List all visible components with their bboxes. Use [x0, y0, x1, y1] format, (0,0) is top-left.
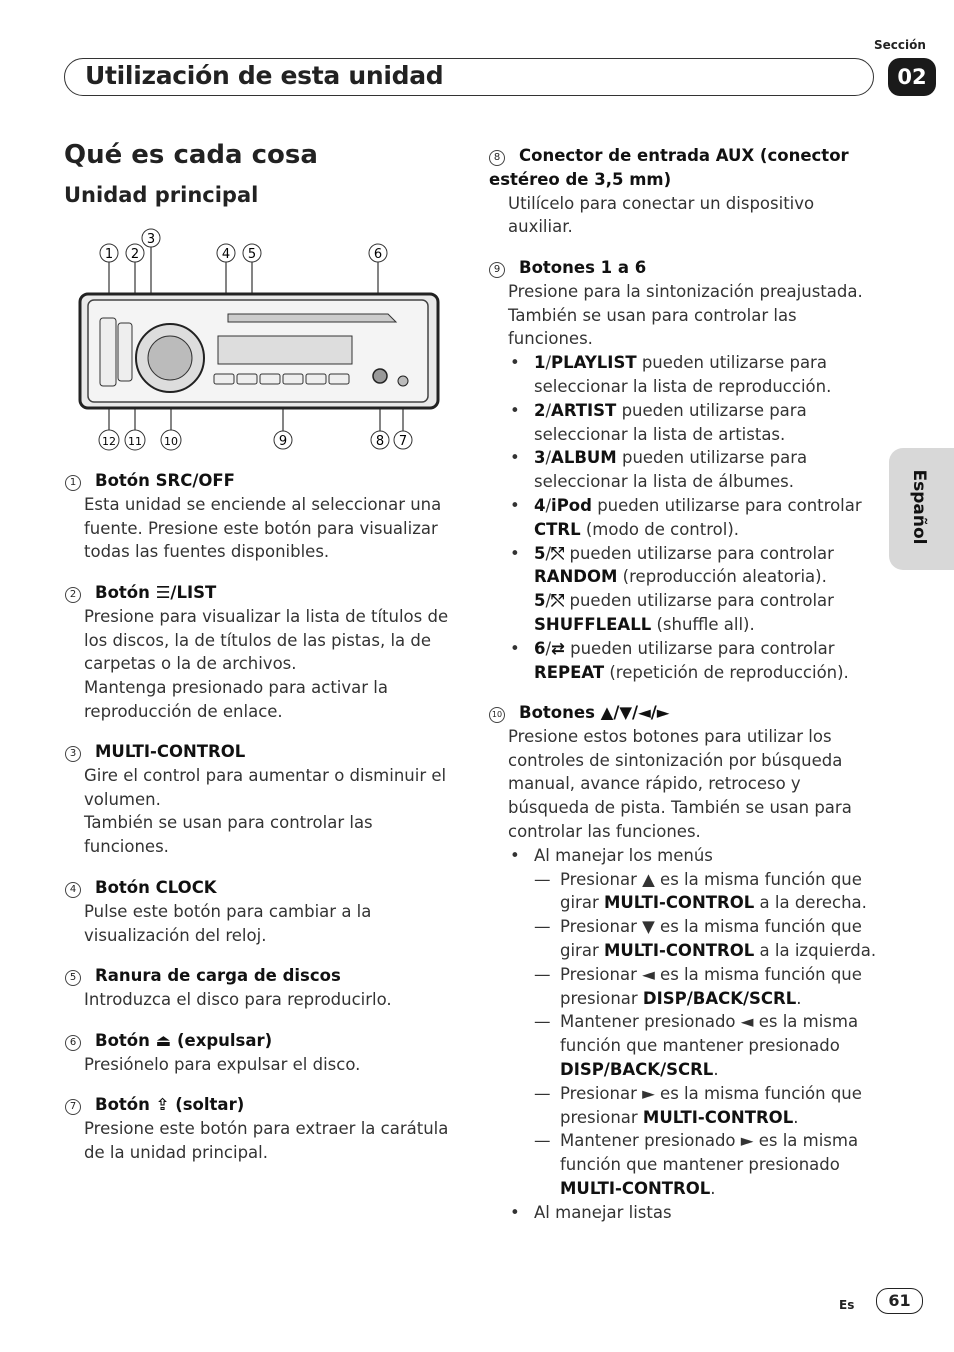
item-title: Ranura de carga de discos [95, 966, 341, 985]
callout-3: 3 [146, 232, 156, 247]
list-item: — Presionar ► es la misma función que presionar MULTI-CONTROL. [534, 1082, 879, 1130]
list-item: • 6/⇄ pueden utilizarse para controlar REPEAT (repetición de reproducción). [508, 637, 879, 685]
page-number: 61 [876, 1288, 923, 1314]
list-item: • 2/ARTIST pueden utilizarse para seleccionar la lista de artistas. [508, 399, 879, 447]
item-body: Esta unidad se enciende al seleccionar una fuente. Presione este botón para visualizar todas las fuentes disponibles. [84, 494, 442, 562]
item-3: 3 MULTI-CONTROL Gire el control para aumentar o disminuir el volumen. También se usan para controlar las funciones. [65, 740, 455, 859]
callout-12: 12 [102, 435, 116, 448]
item-10: 10 Botones ▲/▼/◄/► Presione estos botones para utilizar los controles de sintonización por búsqueda manual, avance rápido, retroceso y búsqueda de pista. También se usan para controlar las funciones. • Al manejar los menús — Presionar ▲ es la misma función que girar MULTI-CONTROL a la derecha. — Presionar ▼ es la misma función que girar MULTI-CONTROL a la izquierda. — Presionar ◄ es la misma función que presionar DISP/BACK/SCRL. — Mantener presionado ◄ es la misma función que mantener presionado DISP/BACK/SCRL. — Presionar ► es la misma función que presionar MULTI-CONTROL. — Mantener presionado ► es la misma función que mantener presionado MULTI-CONTROL. • Al manejar listas [489, 701, 879, 1225]
item-title: Botón ⏏ (expulsar) [95, 1031, 273, 1050]
item-title: Botones ▲/▼/◄/► [519, 703, 670, 722]
item-6: 6 Botón ⏏ (expulsar) Presiónelo para expulsar el disco. [65, 1029, 455, 1077]
item-body: Gire el control para aumentar o disminuir el volumen. [84, 765, 447, 809]
page-header-title: Utilización de esta unidad [85, 61, 444, 90]
item-body: Presiónelo para expulsar el disco. [84, 1054, 361, 1074]
item-body: Mantenga presionado para activar la reproducción de enlace. [84, 678, 388, 721]
item-1: 1 Botón SRC/OFF Esta unidad se enciende al seleccionar una fuente. Presione este botón para visualizar todas las fuentes disponibles. [65, 469, 455, 564]
item-body: Presione para la sintonización preajustada. También se usan para controlar las funciones. [508, 281, 863, 349]
arrow-function-list [508, 844, 879, 1225]
list-item: — Presionar ▼ es la misma función que girar MULTI-CONTROL a la izquierda. [534, 915, 879, 963]
callout-8: 8 [375, 434, 385, 449]
language-tab-label: Español [909, 469, 929, 545]
list-item: — Mantener presionado ► es la misma función que mantener presionado MULTI-CONTROL. [534, 1129, 879, 1200]
item-title: Botones 1 a 6 [519, 258, 647, 277]
callout-1: 1 [104, 247, 114, 262]
random-icon: ⤲ [551, 543, 565, 563]
list-item: • Al manejar listas [508, 1201, 879, 1225]
item-body: Presione este botón para extraer la carátula de la unidad principal. [84, 1118, 449, 1162]
section-label: Sección [874, 38, 926, 52]
item-title: MULTI-CONTROL [95, 742, 246, 761]
item-title: Botón CLOCK [95, 878, 217, 897]
callout-9: 9 [278, 434, 288, 449]
section-subtitle: Unidad principal [64, 183, 259, 207]
list-item: — Mantener presionado ◄ es la misma función que mantener presionado DISP/BACK/SCRL. [534, 1010, 879, 1081]
callout-7: 7 [398, 434, 408, 449]
shuffle-icon: ⤲ [551, 591, 565, 611]
item-7: 7 Botón ⇪ (soltar) Presione este botón para extraer la carátula de la unidad principal. [65, 1093, 455, 1164]
list-item: • 3/ALBUM pueden utilizarse para seleccionar la lista de álbumes. [508, 446, 879, 494]
repeat-icon: ⇄ [551, 638, 565, 658]
item-2: 2 Botón ☰/LIST Presione para visualizar la lista de títulos de los discos, la de títulos de las pistas, la de carpetas o la de archivos. Mantenga presionado para activar la reproducción de enlace. [65, 581, 455, 724]
list-item: • Al manejar los menús — Presionar ▲ es la misma función que girar MULTI-CONTROL a la derecha. — Presionar ▼ es la misma función que girar MULTI-CONTROL a la izquierda. — Presionar ◄ es la misma función que presionar DISP/BACK/SCRL. — Mantener presionado ◄ es la misma función que mantener presionado DISP/BACK/SCRL. — Presionar ► es la misma función que presionar MULTI-CONTROL. — Mantener presionado ► es la misma función que mantener presionado MULTI-CONTROL. [508, 844, 879, 1201]
list-item: • 5/⤲ pueden utilizarse para controlar RANDOM (reproducción aleatoria). 5/⤲ pueden utilizarse para controlar SHUFFLEALL (shuffle all). [508, 542, 879, 637]
callout-4: 4 [221, 247, 231, 262]
callout-2: 2 [130, 247, 140, 262]
list-item: — Presionar ▲ es la misma función que girar MULTI-CONTROL a la derecha. [534, 868, 879, 916]
head-unit-figure [78, 228, 440, 460]
list-item: • 4/iPod pueden utilizarse para controlar CTRL (modo de control). [508, 494, 879, 542]
item-title: Botón ⇪ (soltar) [95, 1095, 245, 1114]
callout-5: 5 [247, 247, 257, 262]
head-unit-illustration [78, 228, 440, 460]
list-item: • 1/PLAYLIST pueden utilizarse para seleccionar la lista de reproducción. [508, 351, 879, 399]
item-body: Pulse este botón para cambiar a la visualización del reloj. [84, 901, 372, 945]
item-8: 8 Conector de entrada AUX (conector estéreo de 3,5 mm) Utilícelo para conectar un dispositivo auxiliar. [489, 144, 879, 239]
preset-function-list [508, 351, 879, 684]
callout-6: 6 [373, 247, 383, 262]
item-body: Presione estos botones para utilizar los controles de sintonización por búsqueda manual, avance rápido, retroceso y búsqueda de pista. También se usan para controlar las funciones. [508, 726, 852, 841]
item-body: Presione para visualizar la lista de títulos de los discos, la de títulos de las pistas, la de carpetas o la de archivos. [84, 606, 449, 674]
item-5: 5 Ranura de carga de discos Introduzca el disco para reproducirlo. [65, 964, 455, 1012]
footer-language: Es [839, 1298, 855, 1312]
section-number-badge: 02 [888, 58, 936, 96]
menu-sublist [534, 868, 879, 1201]
item-4: 4 Botón CLOCK Pulse este botón para cambiar a la visualización del reloj. [65, 876, 455, 947]
callout-10: 10 [164, 435, 178, 448]
item-body: Introduzca el disco para reproducirlo. [84, 989, 392, 1009]
item-body: También se usan para controlar las funciones. [84, 813, 373, 857]
item-title: Botón SRC/OFF [95, 471, 235, 490]
item-9: 9 Botones 1 a 6 Presione para la sintonización preajustada. También se usan para controlar las funciones. • 1/PLAYLIST pueden utilizarse para seleccionar la lista de reproducción. • 2/ARTIST pueden utilizarse para seleccionar la lista de artistas. • 3/ALBUM pueden utilizarse para seleccionar la lista de álbumes. • 4/iPod pueden utilizarse para controlar CTRL (modo de control). • 5/⤲ pueden utilizarse para controlar RANDOM (reproducción aleatoria). 5/⤲ pueden utilizarse para controlar SHUFFLEALL (shuffle all). • 6/⇄ pueden utilizarse para controlar REPEAT (repetición de reproducción). [489, 256, 879, 684]
item-title: Botón ☰/LIST [95, 583, 217, 602]
item-body: Utilícelo para conectar un dispositivo auxiliar. [508, 193, 815, 237]
item-title: Conector de entrada AUX (conector estéreo de 3,5 mm) [489, 146, 849, 189]
page-title: Qué es cada cosa [64, 140, 318, 170]
list-item: — Presionar ◄ es la misma función que presionar DISP/BACK/SCRL. [534, 963, 879, 1011]
callout-11: 11 [128, 435, 142, 448]
